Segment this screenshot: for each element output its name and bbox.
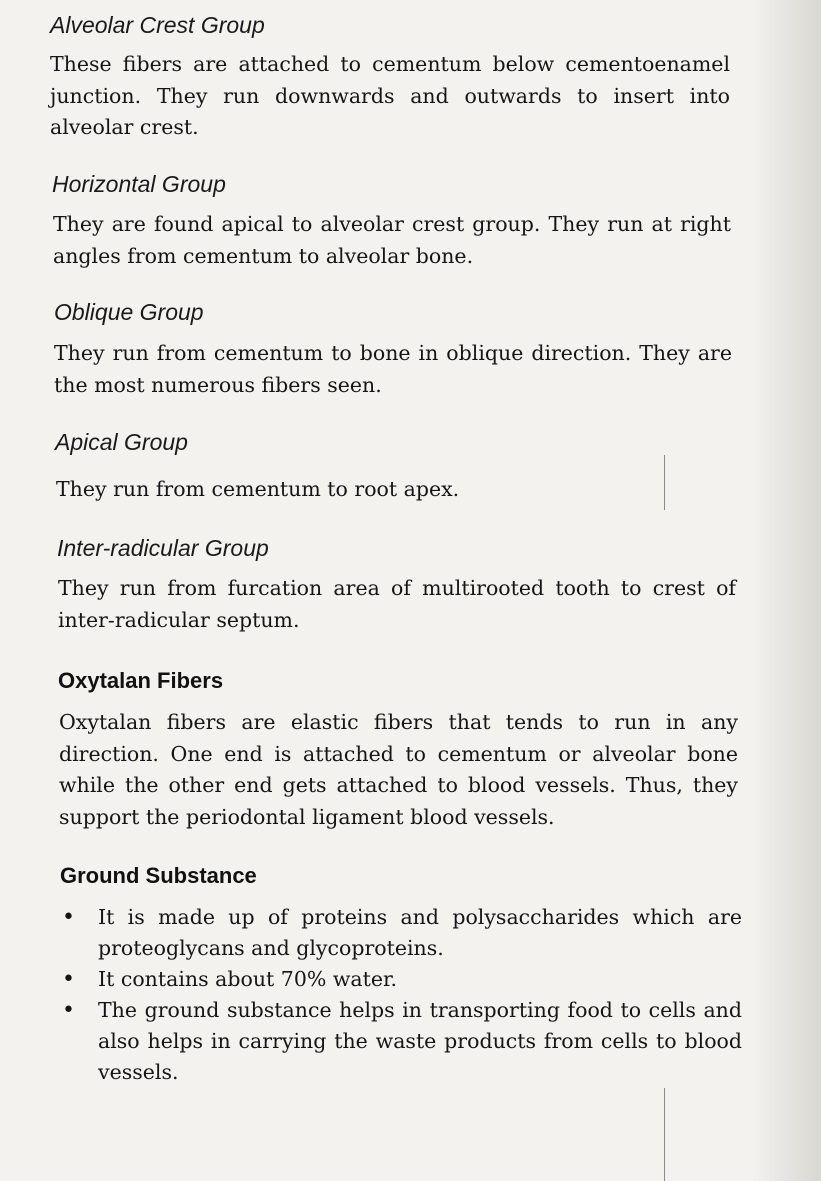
horizontal-heading: Horizontal Group xyxy=(52,171,226,197)
page-gutter-shadow xyxy=(751,0,821,1181)
inter-radicular-text: They run from furcation area of multirooted tooth to crest of inter-radicular septum. xyxy=(58,576,736,632)
oxytalan-heading: Oxytalan Fibers xyxy=(58,668,224,693)
oblique-heading: Oblique Group xyxy=(54,299,204,325)
horizontal-text: They are found apical to alveolar crest group. They run at right angles from cementum to alveolar bone. xyxy=(53,212,731,268)
alveolar-crest-text: These fibers are attached to cementum below cementoenamel junction. They run downwards and outwards to insert into alveolar crest. xyxy=(50,52,730,139)
list-item: • The ground substance helps in transporting food to cells and also helps in carrying the waste products from cells to blood vessels. xyxy=(52,995,742,1088)
alveolar-crest-heading: Alveolar Crest Group xyxy=(50,12,265,38)
list-item: • It contains about 70% water. xyxy=(52,964,742,995)
inter-radicular-heading: Inter-radicular Group xyxy=(57,535,269,561)
apical-heading: Apical Group xyxy=(55,429,188,455)
oblique-text: They run from cementum to bone in oblique direction. They are the most numerous fibers seen. xyxy=(54,341,732,397)
printed-rule-lower xyxy=(664,1088,665,1181)
list-item: • It is made up of proteins and polysaccharides which are proteoglycans and glycoproteins. xyxy=(52,902,742,964)
ground-substance-list xyxy=(52,902,742,1088)
ground-substance-heading: Ground Substance xyxy=(60,863,257,888)
apical-text: They run from cementum to root apex. xyxy=(56,477,460,501)
oxytalan-text: Oxytalan fibers are elastic fibers that tends to run in any direction. One end is attached to cementum or alveolar bone while the other end gets attached to blood vessels. Thus, they support the periodontal ligament blood vessels. xyxy=(59,710,738,829)
